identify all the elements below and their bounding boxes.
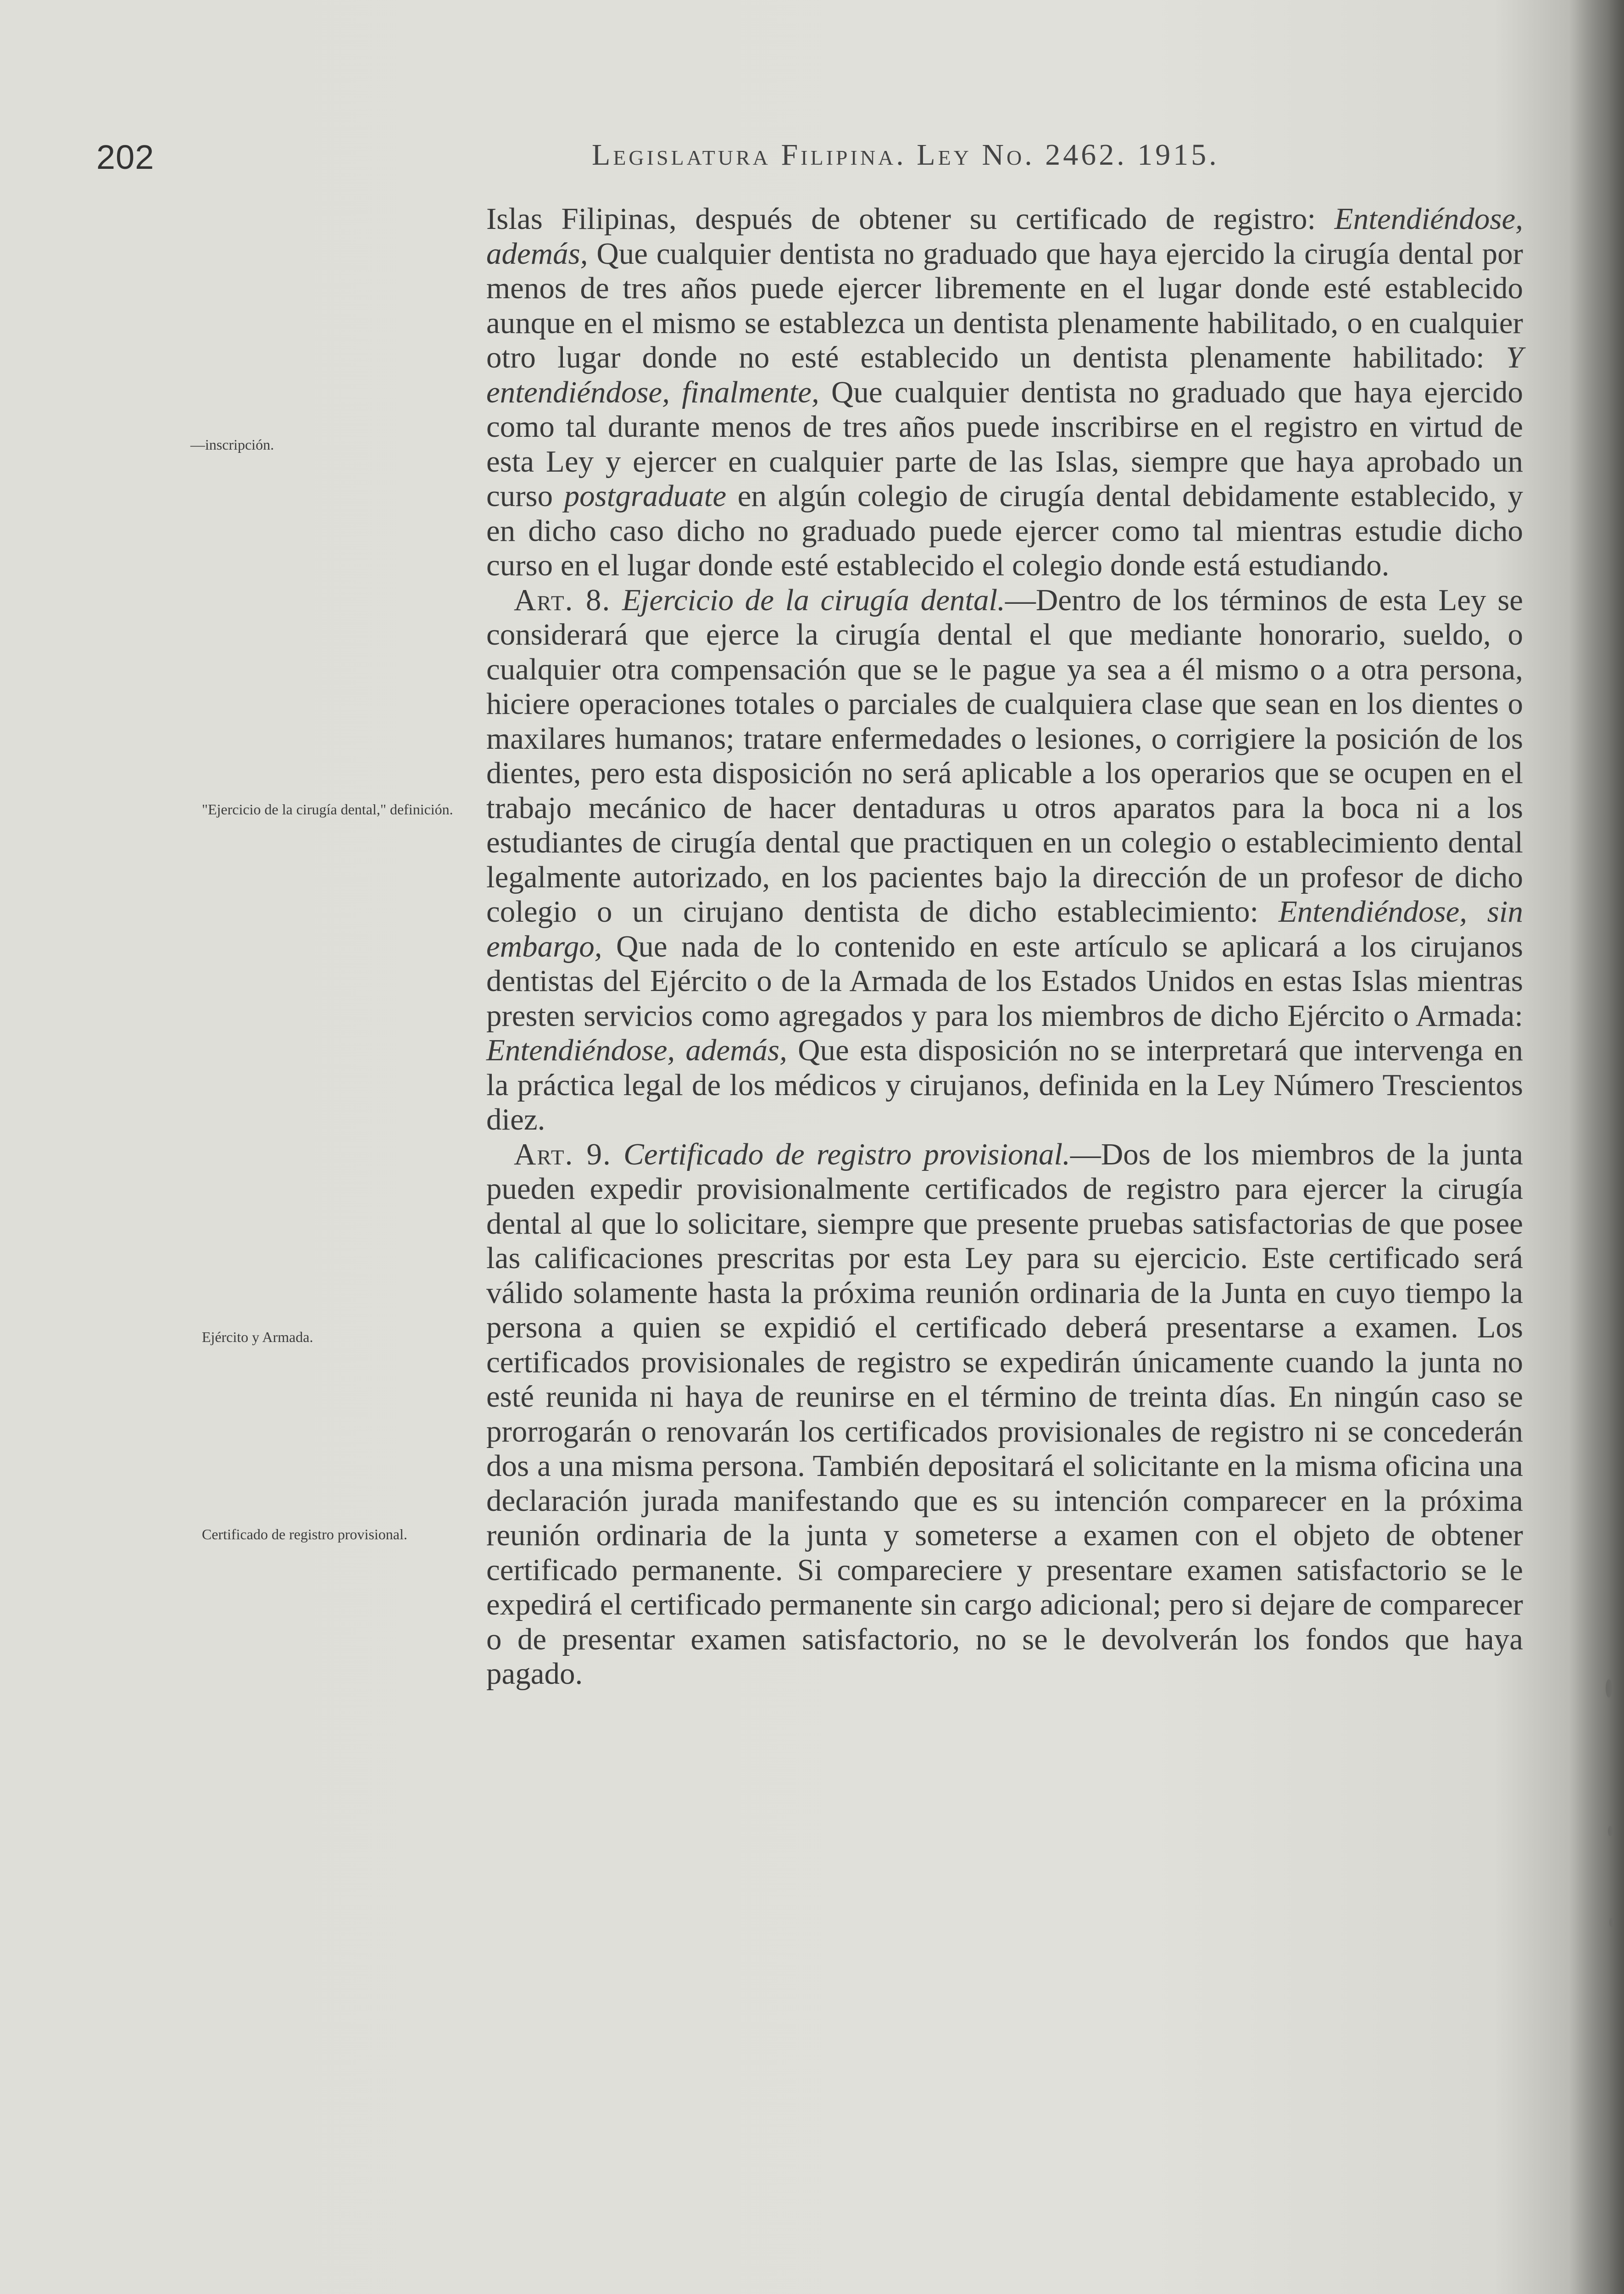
page-header — [96, 138, 1518, 193]
italic-run: Entendiéndose, sin embargo, — [486, 895, 1523, 963]
text-run: Que cualquier dentista no graduado que haya ejercido como tal durante menos de tres años puede inscribirse en el registro en virtud de esta Ley y ejercer en cualquier parte de las Islas, siempre que haya aprobado un curso — [486, 375, 1524, 513]
scan-speck — [1609, 1918, 1614, 1927]
scan-speck — [1608, 1826, 1613, 1836]
margin-note-certificado: Certificado de registro provisional. — [202, 1526, 407, 1542]
text-run: Que esta disposición no se interpretará que intervenga en la práctica legal de los médicos y cirujanos, definida en la Ley Número Trescientos diez. — [486, 1033, 1524, 1136]
italic-run: Y entendiéndose, finalmente, — [486, 340, 1523, 409]
scan-speck — [1606, 1679, 1612, 1698]
text-run: en algún colegio de cirugía dental debidamente establecido, y en dicho caso dicho no graduado puede ejercer como tal mientras estudie dicho curso en el lugar donde esté establecido el colegio donde está estudiando. — [486, 479, 1524, 582]
margin-note-ejercicio: "Ejercicio de la cirugía dental," definición. — [202, 801, 453, 818]
italic-run: Entendiéndose, además, — [486, 1033, 787, 1067]
text-run: Que cualquier dentista no graduado que haya ejercido la cirugía dental por menos de tres años puede ejercer libremente en el lugar donde esté establecido aunque en el mismo se establezca un dentista plenamente habilitado, o en cualquier otro lugar donde no esté establecido un dentista plenamente habilitado: — [486, 236, 1523, 374]
article-9 — [486, 1137, 1523, 1692]
margin-note-ejercito: Ejército y Armada. — [202, 1329, 313, 1345]
article-8 — [486, 583, 1523, 1137]
text-run: —Dos de los miembros de la junta pueden expedir provisionalmente certificados de registro para ejercer la cirugía dental al que lo solicitare, siempre que presente pruebas satisfactorias de que posee las calificaciones prescritas por esta Ley para su ejercicio. Este certificado será válido solamente hasta la próxima reunión ordinaria de la Junta en cuyo tiempo la persona a quien se expidió el certificado deberá presentarse a examen. Los certificados provisionales de registro se expedirán únicamente cuando la junta no esté reunida ni haya de reunirse en el término de treinta días. En ningún caso se prorrogarán o renovarán los certificados provisionales de registro ni se concederán dos a una misma persona. También depositará el solicitante en la misma oficina una declaración jurada manifestando que es su intención comparecer en la próxima reunión ordinaria de la junta y someterse a examen con el objeto de obtener certificado permanente. Si compareciere y presentare examen satisfactorio se le expedirá el certificado permanente sin cargo adicional; pero si dejare de comparecer o de presentar examen satisfactorio, no se le devolverán los fondos que haya pagado. — [486, 1137, 1524, 1691]
article-title: Ejercicio de la cirugía dental. — [622, 583, 1005, 617]
body-text — [486, 202, 1523, 1692]
article-title: Certificado de registro provisional. — [623, 1137, 1070, 1171]
paragraph-continuation — [486, 202, 1523, 583]
running-head: Legislatura Filipina. Ley No. 2462. 1915. — [592, 138, 1219, 172]
article-label: Art. 8. — [514, 583, 611, 617]
text-run: Islas Filipinas, después de obtener su certificado de registro: — [486, 202, 1335, 236]
margin-note-inscripcion: —inscripción. — [190, 436, 274, 453]
page-edge-shadow — [1569, 0, 1624, 2294]
italic-run: postgraduate — [564, 479, 727, 513]
text-run: —Dentro de los términos de esta Ley se considerará que ejerce la cirugía dental el que mediante honorario, sueldo, o cualquier otra compensación que se le pague ya sea a él mismo o a otra persona, hiciere operaciones totales o parciales de cualquiera clase que sean en los dientes o maxilares humanos; tratare enfermedades o lesiones, o corrigiere la posición de los dientes, pero esta disposición no será aplicable a los operarios que se ocupen en el trabajo mecánico de hacer dentaduras u otros aparatos para la boca ni a los estudiantes de cirugía dental que practiquen en un colegio o establecimiento dental legalmente autorizado, en los pacientes bajo la dirección de un profesor de dicho colegio o un cirujano dentista de dicho establecimiento: — [486, 583, 1524, 929]
page-number: 202 — [96, 138, 155, 176]
italic-run: Entendiéndose, además, — [486, 202, 1523, 271]
article-label: Art. 9. — [514, 1137, 612, 1171]
text-run: Que nada de lo contenido en este artículo se aplicará a los cirujanos dentistas del Ejército o de la Armada de los Estados Unidos en estas Islas mientras presten servicios como agregados y para los miembros de dicho Ejército o Armada: — [486, 929, 1523, 1033]
